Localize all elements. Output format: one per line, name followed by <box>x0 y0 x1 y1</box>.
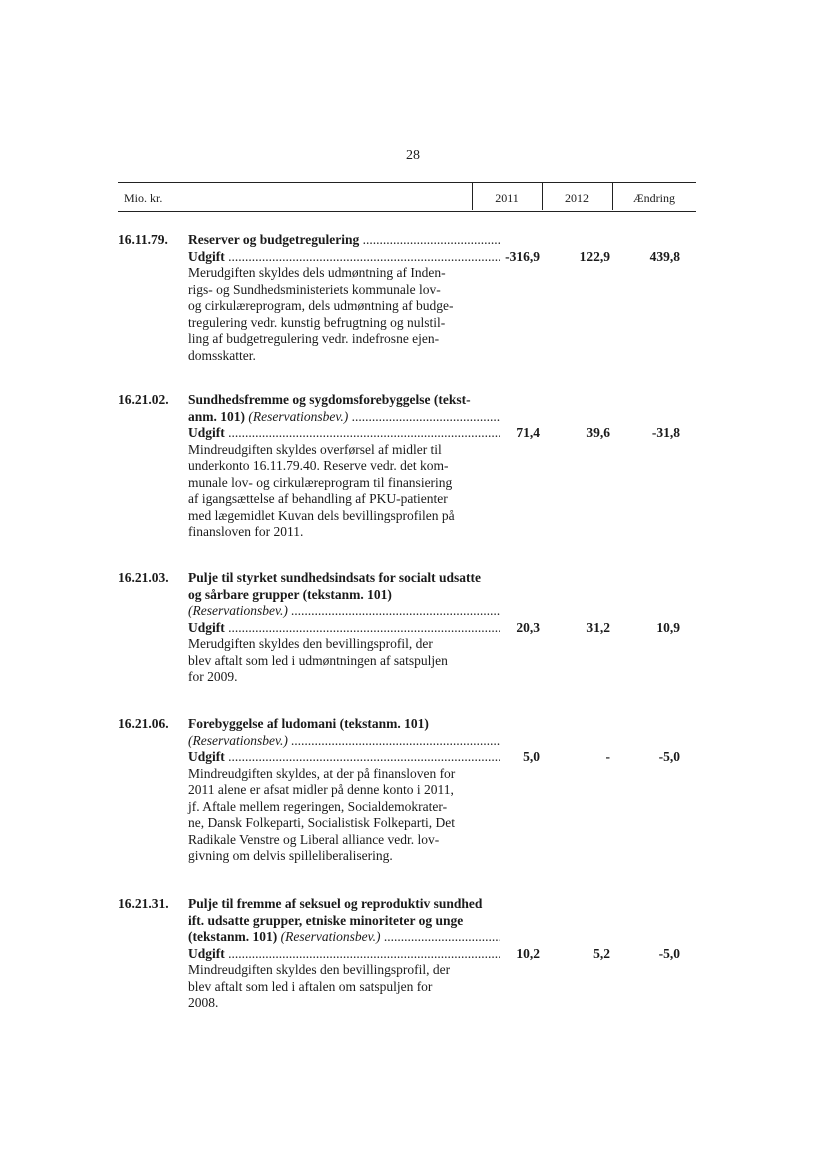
header-divider <box>612 182 613 210</box>
account-code: 16.21.02. <box>118 392 169 407</box>
value-2012: - <box>605 749 610 764</box>
column-2012-header: 2012 <box>565 191 589 205</box>
value-change: 439,8 <box>649 248 680 264</box>
entry-title-continued <box>188 409 500 426</box>
page-number: 28 <box>406 148 420 163</box>
entry-text <box>188 442 500 541</box>
text-line: rigs- og Sundhedsministeriets kommunale lov- <box>188 281 441 297</box>
text-line: Radikale Venstre og Liberal alliance vedr. lov- <box>188 831 440 847</box>
entry-title: Sundhedsfremme og sygdomsforebyggelse (tekst- <box>188 392 471 407</box>
entry-text <box>188 636 500 686</box>
text-line: med lægemidlet Kuvan dels bevillingsprofilen på <box>188 507 455 523</box>
entry-title-continued: ift. udsatte grupper, etniske minoriteter og unge <box>188 912 464 928</box>
table-header <box>118 182 696 212</box>
reservation-ref: (Reservationsbev.) ..... <box>188 733 500 750</box>
entry-text <box>188 962 500 1012</box>
budget-entry <box>118 570 696 686</box>
entry-text <box>188 766 500 865</box>
reservation-ref: (Reservationsbev.) <box>280 929 381 944</box>
account-code: 16.11.79. <box>118 232 168 247</box>
value-2011: 20,3 <box>516 619 540 635</box>
entry-text <box>188 265 500 364</box>
value-2011: 10,2 <box>516 945 540 961</box>
text-line: finansloven for 2011. <box>188 524 304 539</box>
budget-entry <box>118 392 696 541</box>
value-change: -5,0 <box>658 945 680 961</box>
value-2012: 39,6 <box>586 425 610 440</box>
text-line: givning om delvis spilleliberalisering. <box>188 848 393 863</box>
text-line: ling af budgetregulering vedr. indefrosne ejen- <box>188 331 440 346</box>
text-line: blev aftalt som led i aftalen om satspuljen for <box>188 978 433 994</box>
text-line: domsskatter. <box>188 347 256 363</box>
value-change: 10,9 <box>656 619 680 635</box>
column-2011-header: 2011 <box>495 191 519 205</box>
account-code: 16.21.31. <box>118 896 169 911</box>
udgift-label: Udgift ..... <box>188 620 500 637</box>
title-line: (tekstanm. 101) <box>188 929 278 944</box>
value-2012: 5,2 <box>593 945 610 961</box>
reservation-ref: (Reservationsbev.) <box>248 408 349 424</box>
column-change-header: Ændring <box>633 191 675 205</box>
value-2012: 31,2 <box>586 619 610 635</box>
budget-entry <box>118 232 696 364</box>
text-line: Mindreudgiften skyldes overførsel af midler til <box>188 441 442 457</box>
udgift-label: Udgift ..... <box>188 749 500 766</box>
udgift-label: Udgift ..... <box>188 249 500 266</box>
udgift-label: Udgift ..... <box>188 425 500 442</box>
text-line: tregulering vedr. kunstig befrugtning og nulstil- <box>188 314 446 330</box>
text-line: Merudgiften skyldes dels udmøntning af Inden- <box>188 265 446 280</box>
text-line: jf. Aftale mellem regeringen, Socialdemokrater- <box>188 798 448 814</box>
text-line: og cirkulæreprogram, dels udmøntning af budge- <box>188 298 454 313</box>
text-line: Merudgiften skyldes den bevillingsprofil, der <box>188 636 433 651</box>
text-line: Mindreudgiften skyldes den bevillingsprofil, der <box>188 962 451 977</box>
text-line: for 2009. <box>188 669 238 684</box>
text-line: Mindreudgiften skyldes, at der på finansloven for <box>188 765 456 781</box>
entry-title: Reserver og budgetregulering ..... <box>188 232 500 249</box>
header-divider <box>542 182 543 210</box>
text-line: af igangsættelse af behandling af PKU-patienter <box>188 491 448 506</box>
text-line: blev aftalt som led i udmøntningen af satspuljen <box>188 652 448 668</box>
value-change: -5,0 <box>658 749 680 764</box>
text-line: munale lov- og cirkulæreprogram til finansiering <box>188 474 453 490</box>
entry-title-continued <box>188 929 500 946</box>
reservation-ref: (Reservationsbev.) ..... <box>188 603 500 620</box>
text-line: 2011 alene er afsat midler på denne konto i 2011, <box>188 782 454 797</box>
udgift-label: Udgift ..... <box>188 946 500 963</box>
value-change: -31,8 <box>651 425 680 440</box>
entry-title: Pulje til fremme af seksuel og reproduktiv sundhed <box>188 896 483 911</box>
value-2011: 71,4 <box>516 425 540 440</box>
text-line: ne, Dansk Folkeparti, Socialistisk Folkeparti, Det <box>188 815 455 830</box>
header-divider <box>472 182 473 210</box>
unit-label: Mio. kr. <box>124 191 163 205</box>
text-line: underkonto 16.11.79.40. Reserve vedr. det kom- <box>188 458 449 473</box>
text-line: 2008. <box>188 995 219 1010</box>
title-line: anm. 101) <box>188 408 245 424</box>
value-2011: 5,0 <box>523 749 540 764</box>
budget-entry <box>118 716 696 865</box>
entry-title-continued: og sårbare grupper (tekstanm. 101) <box>188 586 392 602</box>
entry-title: Forebyggelse af ludomani (tekstanm. 101) <box>188 716 429 731</box>
value-2011: -316,9 <box>505 248 540 264</box>
account-code: 16.21.03. <box>118 570 169 585</box>
account-code: 16.21.06. <box>118 716 169 731</box>
budget-entry <box>118 896 696 1012</box>
entry-title: Pulje til styrket sundhedsindsats for socialt udsatte <box>188 570 482 585</box>
value-2012: 122,9 <box>579 248 610 264</box>
